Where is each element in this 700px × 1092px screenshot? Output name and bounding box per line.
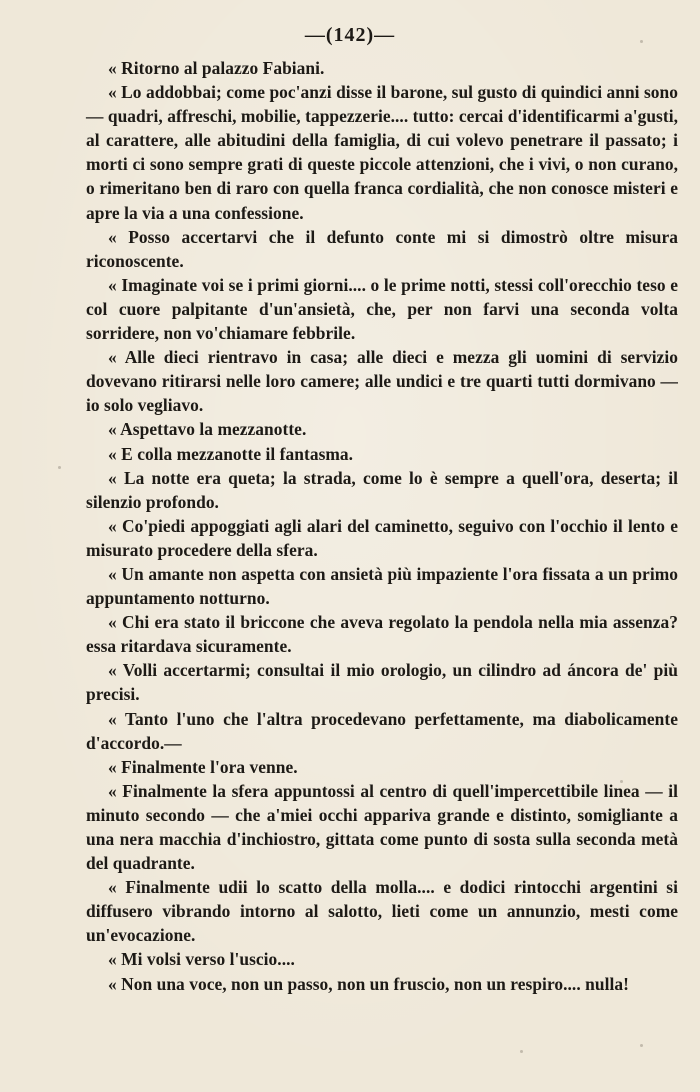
paragraph: « Non una voce, non un passo, non un fruscio, non un respiro.... nulla! bbox=[108, 973, 629, 994]
paper-speck bbox=[640, 1044, 643, 1047]
paper-speck bbox=[640, 40, 643, 43]
body-text bbox=[86, 56, 678, 996]
paragraph: « Alle dieci rientravo in casa; alle dieci e mezza gli uomini di servizio dovevano ritirarsi nelle loro camere; alle undici e tre quarti tutti dormivano — io solo vegliavo. bbox=[86, 347, 678, 416]
paper-speck bbox=[58, 466, 61, 469]
paragraph: « Finalmente udii lo scatto della molla.... e dodici rintocchi argentini si diffusero vibrando intorno al salotto, lieti come un annunzio, mesti come un'evocazione. bbox=[86, 877, 678, 946]
paragraph: « Mi volsi verso l'uscio.... bbox=[108, 949, 295, 970]
paragraph: « Volli accertarmi; consultai il mio orologio, un cilindro ad áncora de' più precisi. bbox=[86, 660, 678, 705]
paper-speck bbox=[520, 1050, 523, 1053]
paragraph: « Imaginate voi se i primi giorni.... o le prime notti, stessi coll'orecchio teso e col cuore palpitante d'un'ansietà, che, per non farvi una seconda volta sorridere, non vo'chiamare febbrile. bbox=[86, 274, 678, 344]
paper-speck bbox=[620, 780, 623, 783]
page-number: —(142)— bbox=[304, 24, 396, 46]
paragraph: « Posso accertarvi che il defunto conte mi si dimostrò oltre misura riconoscente. bbox=[86, 226, 678, 271]
paragraph: « Aspettavo la mezzanotte. bbox=[108, 419, 307, 440]
paragraph: « Co'piedi appoggiati agli alari del caminetto, seguivo con l'occhio il lento e misurato procedere della sfera. bbox=[86, 515, 678, 560]
paragraph: « Finalmente l'ora venne. bbox=[108, 756, 298, 777]
paragraph: « Chi era stato il briccone che aveva regolato la pendola nella mia assenza? essa ritardava sicuramente. bbox=[86, 612, 678, 657]
paragraph: « Finalmente la sfera appuntossi al centro di quell'impercettibile linea — il minuto secondo — che a'miei occhi appariva grande e distinto, somigliante a una nera macchia d'inchiostro, gittata come punto di sosta sulla seconda metà del quadrante. bbox=[86, 780, 678, 874]
paragraph: « La notte era queta; la strada, come lo è sempre a quell'ora, deserta; il silenzio profondo. bbox=[86, 467, 678, 512]
paragraph: « Lo addobbai; come poc'anzi disse il barone, sul gusto di quindici anni sono — quadri, affreschi, mobilie, tappezzerie.... tutto: cercai d'identificarmi a'gusti, al carattere, alle abitudini della famiglia, di cui volevo penetrare il passato; i morti ci sono sempre grati di queste piccole attenzioni, che i vivi, o non curano, o rimeritano ben di raro con quella franca cordialità, che non conosce misteri e apre la via a una confessione. bbox=[86, 82, 678, 223]
paragraph: « E colla mezzanotte il fantasma. bbox=[108, 443, 354, 464]
paragraph: « Un amante non aspetta con ansietà più impaziente l'ora fissata a un primo appuntamento notturno. bbox=[86, 563, 678, 609]
paragraph: « Tanto l'uno che l'altra procedevano perfettamente, ma diabolicamente d'accordo.— bbox=[86, 708, 678, 753]
paragraph: « Ritorno al palazzo Fabiani. bbox=[108, 58, 325, 78]
